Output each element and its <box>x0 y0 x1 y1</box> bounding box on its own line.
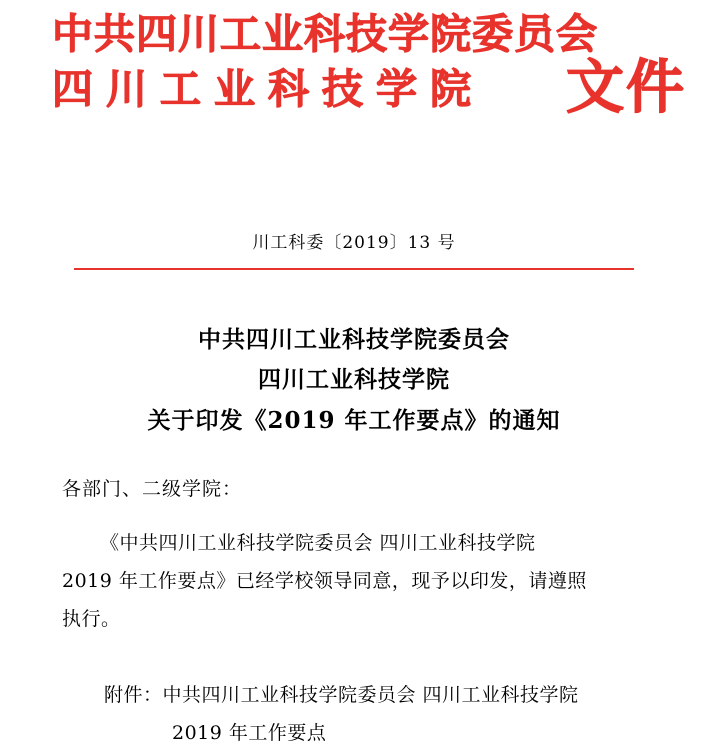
attachment-block <box>62 676 662 752</box>
masthead-suffix-wenjian: 文件 <box>565 53 686 121</box>
body-paragraph <box>62 524 646 638</box>
red-divider-rule <box>74 268 634 270</box>
title-line-1: 中共四川工业科技学院委员会 <box>198 326 510 353</box>
attachment-line-2: 2019 年工作要点 <box>172 722 327 744</box>
title-line-2: 四川工业科技学院 <box>258 366 450 394</box>
salutation: 各部门、二级学院： <box>62 478 243 500</box>
masthead <box>0 10 708 174</box>
document-number: 川工科委〔2019〕13 号 <box>252 233 456 253</box>
body-line-2: 2019 年工作要点》已经学校领导同意，现予以印发，请遵照 <box>62 570 587 592</box>
title-line-3: 关于印发《2019 年工作要点》的通知 <box>147 406 561 434</box>
masthead-line-1: 中共四川工业科技学院委员会 <box>52 10 598 58</box>
attachment-line-1: 附件：中共四川工业科技学院委员会 四川工业科技学院 <box>104 684 579 706</box>
document-title <box>0 320 708 441</box>
body-line-3: 执行。 <box>62 608 121 630</box>
body-line-1: 《中共四川工业科技学院委员会 四川工业科技学院 <box>100 532 536 554</box>
masthead-title-lines <box>52 10 598 113</box>
masthead-line-2: 四川工业科技学院 <box>52 65 484 113</box>
